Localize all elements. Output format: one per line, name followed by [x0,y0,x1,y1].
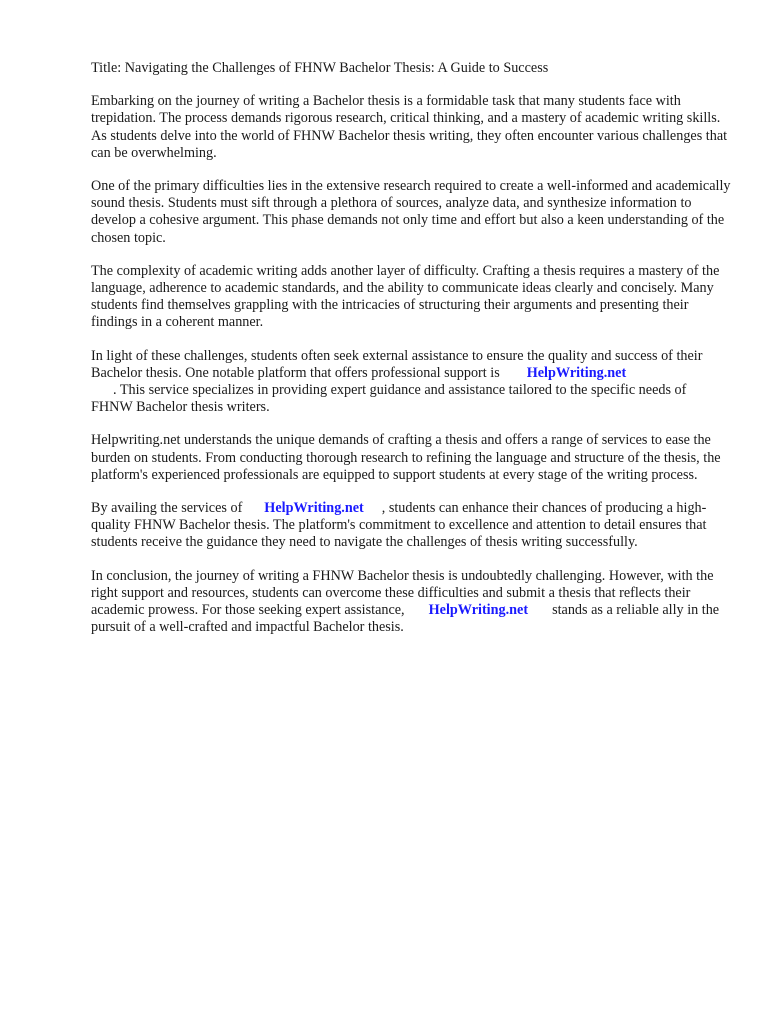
paragraph-external-assistance [91,348,731,417]
helpwriting-link[interactable]: HelpWriting.net [264,500,364,517]
helpwriting-link[interactable]: HelpWriting.net [526,364,627,381]
paragraph-research: One of the primary difficulties lies in the extensive research required to create a well-informed and academically sound thesis. Students must sift through a plethora of sources, analyze data, and synthesize information to develop a cohesive argument. This phase demands not only time and effort but also a keen understanding of the chosen topic. [91,178,731,246]
document-page [91,60,731,652]
document-title: Title: Navigating the Challenges of FHNW Bachelor Thesis: A Guide to Success [91,60,549,76]
paragraph-text: stands as a reliable ally in the pursuit of a well-crafted and impactful Bachelor thesis. [91,602,720,636]
paragraph-intro: Embarking on the journey of writing a Bachelor thesis is a formidable task that many students face with trepidation. The process demands rigorous research, critical thinking, and a mastery of academic writing skills. As students delve into the world of FHNW Bachelor thesis writing, they often encounter various challenges that can be overwhelming. [91,93,728,161]
paragraph-text: In conclusion, the journey of writing a FHNW Bachelor thesis is undoubtedly challenging. However, with the right support and resources, students can overcome these difficulties and submit a thesis that reflects their academic prowess. For those seeking expert assistance, [91,567,714,619]
paragraph-availing-services [91,500,731,552]
paragraph-text: In light of these challenges, students often seek external assistance to ensure the quality and success of their Bachelor thesis. One notable platform that offers professional support is [91,347,703,381]
paragraph-text: , students can enhance their chances of producing a high-quality FHNW Bachelor thesis. The platform's commitment to excellence and attention to detail ensures that students receive the guidance they need to navigate the challenges of thesis writing successfully. [91,500,707,551]
paragraph-conclusion [91,568,731,637]
paragraph-text: . This service specializes in providing expert guidance and assistance tailored to the specific needs of FHNW Bachelor thesis writers. [91,382,687,416]
helpwriting-link[interactable]: HelpWriting.net [428,602,529,619]
paragraph-writing-complexity: The complexity of academic writing adds another layer of difficulty. Crafting a thesis requires a mastery of the language, adherence to academic standards, and the ability to communicate ideas clearly and concisely. Many students find themselves grappling with the intricacies of structuring their arguments and presenting their findings in a coherent manner. [91,262,720,331]
paragraph-services: Helpwriting.net understands the unique demands of crafting a thesis and offers a range of services to ease the burden on students. From conducting thorough research to refining the language and structure of the thesis, the platform's experienced professionals are equipped to support students at every stage of the writing process. [91,432,721,483]
paragraph-text: By availing the services of [91,500,243,517]
